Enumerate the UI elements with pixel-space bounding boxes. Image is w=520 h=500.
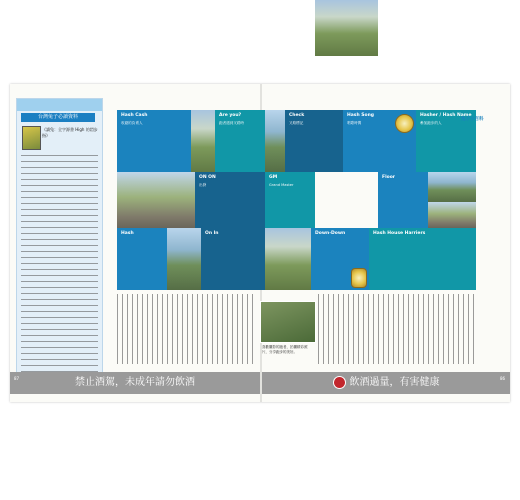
card-body: 參加跑步的人 — [420, 121, 442, 125]
card-title: Hasher / Hash Name — [420, 113, 472, 118]
runner-photo — [191, 110, 215, 172]
hash-logo-badge — [395, 114, 414, 133]
sidebar-text-body — [21, 155, 98, 375]
article-text-left — [117, 294, 257, 364]
card-hash-song — [343, 110, 416, 172]
card-title: Are you? — [219, 113, 242, 118]
card-title: Hash Song — [347, 113, 375, 118]
card-body: 叉路標記 — [289, 121, 304, 125]
book-cover-image — [22, 126, 41, 150]
card-floor — [378, 172, 428, 228]
page-number-left: 87 — [14, 376, 20, 381]
card-check — [285, 110, 343, 172]
card-body: 唱歌時間 — [347, 121, 362, 125]
card-are-you — [215, 110, 265, 172]
card-title: On In — [205, 231, 219, 236]
photographer-photo — [260, 301, 316, 343]
article-text-right — [318, 294, 476, 364]
smiling-runner-photo — [167, 228, 201, 290]
card-title: ON ON — [199, 175, 216, 180]
photo-caption: 喜歡攝影的跑者，拍攝精彩照片，分享跑步的美好。 — [262, 345, 308, 354]
page-number-right: 86 — [500, 376, 506, 381]
card-title: Hash — [121, 231, 134, 236]
card-title: Down-Down — [315, 231, 346, 236]
card-on-on — [195, 172, 265, 228]
card-down-down — [311, 228, 369, 290]
village-photo — [428, 202, 476, 228]
field-photo — [428, 172, 476, 202]
footer-left — [10, 372, 260, 394]
rabbit-tag: 兔子小百科 — [461, 117, 484, 122]
card-gm — [265, 172, 315, 228]
sidebar-box — [16, 98, 103, 382]
no-sign-icon — [333, 376, 346, 389]
card-title: Hash Cash — [121, 113, 148, 118]
group-photo — [315, 0, 378, 56]
card-body: 跑者遇到叉路時 — [219, 121, 245, 125]
book-intro: 《讀兔：全字源書 High 的悶步 指》 — [42, 127, 98, 138]
card-title: GM — [269, 175, 278, 180]
card-body: Grand Master — [269, 183, 294, 187]
card-title: Check — [289, 113, 305, 118]
card-title: Floor — [382, 175, 396, 180]
card-body: 收錢的負責人 — [121, 121, 143, 125]
trail-photo — [265, 110, 285, 172]
sidebar-title: 台灣兔子必讀資料 — [21, 113, 95, 122]
card-title: Hash House Harriers — [373, 231, 426, 236]
card-hash-house-harriers — [369, 228, 476, 290]
card-on-in — [201, 228, 265, 290]
card-hash — [117, 228, 167, 290]
footer-left-slogan: 禁止酒駕，未成年請勿飲酒 — [75, 377, 195, 388]
card-body: 出發 — [199, 183, 207, 187]
sidebar-header-bar — [17, 99, 102, 111]
footer-right-slogan: 飲酒過量，有害健康 — [349, 377, 440, 388]
runners-road-photo — [117, 172, 195, 228]
card-hash-cash — [117, 110, 191, 172]
trail-runner-photo — [265, 228, 311, 290]
footer-right — [262, 372, 510, 394]
beer-can-image — [351, 268, 367, 288]
